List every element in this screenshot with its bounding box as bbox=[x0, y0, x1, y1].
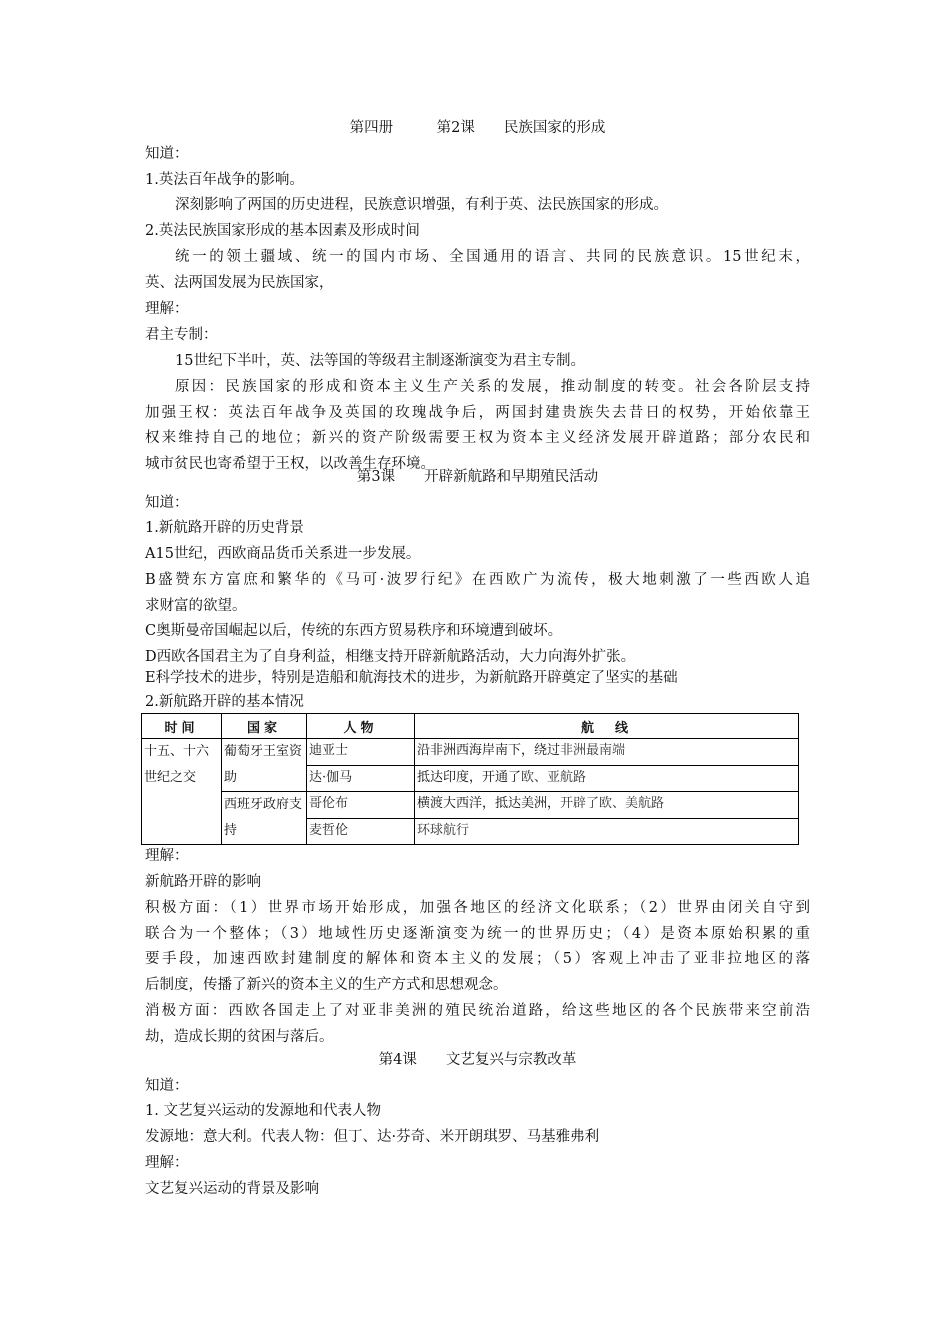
answer-2-line: 英、法两国发展为民族国家， bbox=[145, 275, 334, 291]
answer-1: 发源地：意大利。代表人物：但丁、达·芬奇、米开朗琪罗、马基雅弗利 bbox=[145, 1129, 600, 1145]
country-cell: 葡萄牙王室资助 bbox=[222, 739, 307, 792]
table-row bbox=[142, 739, 799, 766]
item-d: D西欧各国君主为了自身利益，相继支持开辟新航路活动，大力向海外扩张。 bbox=[145, 649, 636, 665]
header-person: 人物 bbox=[307, 714, 415, 739]
country-cell: 西班牙政府支持 bbox=[222, 792, 307, 845]
negative-line: 劫，造成长期的贫困与落后。 bbox=[145, 1029, 334, 1045]
paragraph-line: 城市贫民也寄希望于王权，以改善生存环境。 bbox=[145, 456, 435, 472]
person-cell: 迪亚士 bbox=[307, 739, 415, 766]
question-2: 2.英法民族国家形成的基本因素及形成时间 bbox=[145, 223, 420, 239]
paragraph-line: 加强王权：英法百年战争及英国的玫瑰战争后，两国封建贵族失去昔日的权势，开始依靠王 bbox=[145, 405, 810, 421]
know-label: 知道： bbox=[145, 495, 189, 511]
paragraph-line: 原因：民族国家的形成和资本主义生产关系的发展，推动制度的转变。社会各阶层支持 bbox=[175, 379, 810, 395]
item-c: C奥斯曼帝国崛起以后，传统的东西方贸易秩序和环境遭到破坏。 bbox=[145, 623, 563, 639]
lesson3-heading: 第3课 开辟新航路和早期殖民活动 bbox=[356, 469, 599, 485]
voyages-table bbox=[141, 713, 799, 845]
understand-label: 理解： bbox=[145, 301, 189, 317]
know-label: 知道： bbox=[145, 1078, 189, 1094]
answer-1: 深刻影响了两国的历史进程，民族意识增强，有利于英、法民族国家的形成。 bbox=[175, 197, 668, 213]
know-label: 知道： bbox=[145, 146, 189, 162]
header-country: 国家 bbox=[222, 714, 307, 739]
negative-line: 消极方面：西欧各国走上了对亚非美洲的殖民统治道路，给这些地区的各个民族带来空前浩 bbox=[145, 1003, 810, 1019]
table-row bbox=[142, 792, 799, 819]
item-e: E科学技术的进步，特别是造船和航海技术的进步，为新航路开辟奠定了坚实的基础 bbox=[145, 670, 678, 686]
positive-line: 积极方面：（1）世界市场开始形成，加强各地区的经济文化联系；（2）世界由闭关自守到 bbox=[145, 900, 810, 916]
time-cell: 十五、十六世纪之交 bbox=[142, 739, 222, 845]
route-cell: 横渡大西洋，抵达美洲，开辟了欧、美航路 bbox=[415, 792, 799, 819]
person-cell: 达·伽马 bbox=[307, 765, 415, 792]
route-cell: 环球航行 bbox=[415, 818, 799, 845]
header-time: 时间 bbox=[142, 714, 222, 739]
answer-2-line: 统一的领土疆域、统一的国内市场、全国通用的语言、共同的民族意识。15世纪末， bbox=[175, 249, 810, 265]
positive-line: 联合为一个整体；（3）地域性历史逐渐演变为统一的世界历史；（4）是资本原始积累的重 bbox=[145, 926, 810, 942]
table-header-row bbox=[142, 714, 799, 739]
understand-label: 理解： bbox=[145, 1155, 189, 1171]
understand-label: 理解： bbox=[145, 848, 189, 864]
lesson4-heading: 第4课 文艺复兴与宗教改革 bbox=[378, 1052, 577, 1068]
question-2: 2.新航路开辟的基本情况 bbox=[145, 694, 304, 710]
item-b-line: 求财富的欲望。 bbox=[145, 598, 247, 614]
positive-line: 要手段，加速西欧封建制度的解体和资本主义的发展；（5）客观上冲击了亚非拉地区的落 bbox=[145, 951, 810, 967]
impact-title: 新航路开辟的影响 bbox=[145, 874, 261, 890]
person-cell: 哥伦布 bbox=[307, 792, 415, 819]
route-cell: 沿非洲西海岸南下，绕过非洲最南端 bbox=[415, 739, 799, 766]
question-1: 1.新航路开辟的历史背景 bbox=[145, 520, 304, 536]
route-cell: 抵达印度，开通了欧、亚航路 bbox=[415, 765, 799, 792]
paragraph: 15世纪下半叶，英、法等国的等级君主制逐渐演变为君主专制。 bbox=[175, 353, 585, 369]
question-1: 1.英法百年战争的影响。 bbox=[145, 172, 304, 188]
item-a: A15世纪，西欧商品货币关系进一步发展。 bbox=[145, 546, 421, 562]
topic-title: 文艺复兴运动的背景及影响 bbox=[145, 1181, 319, 1197]
paragraph-line: 权来维持自己的地位；新兴的资产阶级需要王权为资本主义经济发展开辟道路；部分农民和 bbox=[145, 430, 810, 446]
person-cell: 麦哲伦 bbox=[307, 818, 415, 845]
topic-title: 君主专制： bbox=[145, 327, 218, 343]
positive-line: 后制度，传播了新兴的资本主义的生产方式和思想观念。 bbox=[145, 977, 508, 993]
item-b-line: B盛赞东方富庶和繁华的《马可·波罗行纪》在西欧广为流传，极大地刺激了一些西欧人追 bbox=[145, 572, 810, 588]
lesson2-heading: 第四册 第2课 民族国家的形成 bbox=[349, 120, 606, 136]
header-route: 航 线 bbox=[415, 714, 799, 739]
question-1: 1. 文艺复兴运动的发源地和代表人物 bbox=[145, 1103, 381, 1119]
